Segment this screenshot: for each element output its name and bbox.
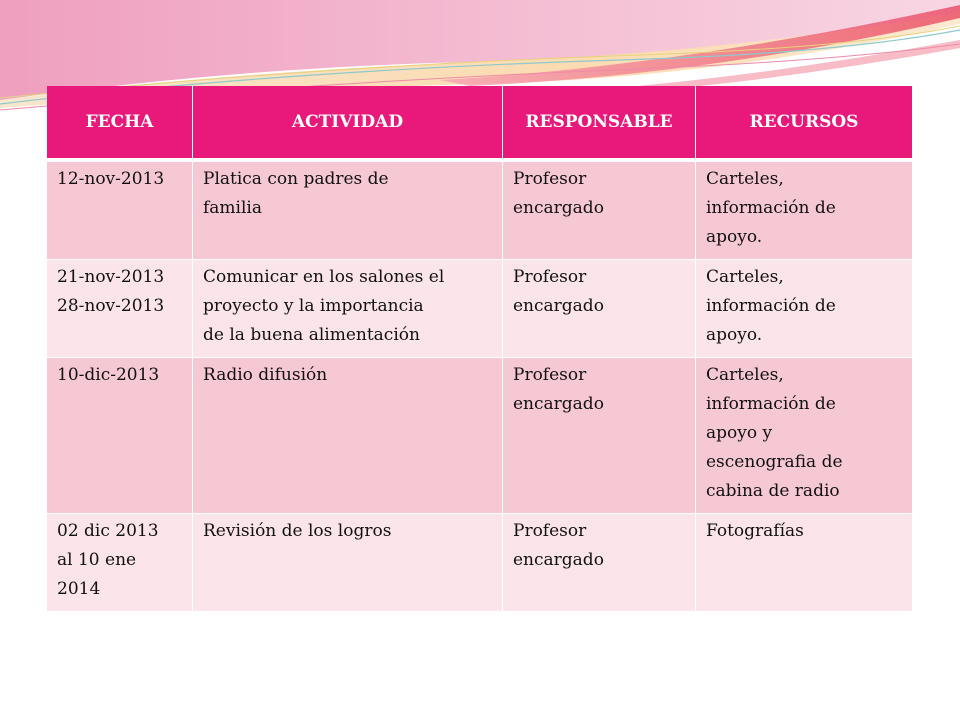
table-row (47, 513, 912, 611)
cell-text: Carteles, información de apoyo. (706, 267, 836, 345)
cell-responsable (502, 357, 695, 513)
cell-text: 12-nov-2013 (57, 169, 165, 189)
cell-actividad (192, 259, 502, 357)
cell-fecha (47, 513, 192, 611)
cell-recursos (695, 513, 912, 611)
cell-responsable (502, 513, 695, 611)
header-actividad: ACTIVIDAD (192, 86, 502, 161)
cell-text: Revisión de los logros (203, 521, 392, 541)
cell-responsable (502, 161, 695, 259)
cell-actividad (192, 357, 502, 513)
cell-fecha (47, 357, 192, 513)
cell-actividad (192, 513, 502, 611)
cell-recursos (695, 161, 912, 259)
cell-fecha (47, 161, 192, 259)
cell-responsable (502, 259, 695, 357)
table-row (47, 161, 912, 259)
activity-schedule-table (47, 86, 912, 611)
table-row (47, 259, 912, 357)
cell-text: Profesor encargado (513, 521, 604, 570)
header-recursos: RECURSOS (695, 86, 912, 161)
table-row (47, 357, 912, 513)
cell-actividad (192, 161, 502, 259)
cell-text: Profesor encargado (513, 267, 604, 316)
cell-text: Comunicar en los salones el proyecto y la importancia de la buena alimentación (203, 267, 445, 345)
header-fecha: FECHA (47, 86, 192, 161)
cell-text: Profesor encargado (513, 169, 604, 218)
cell-recursos (695, 357, 912, 513)
cell-text: Carteles, información de apoyo. (706, 169, 836, 247)
cell-text: 10-dic-2013 (57, 365, 160, 385)
cell-text: Fotografías (706, 521, 804, 541)
header-responsable: RESPONSABLE (502, 86, 695, 161)
cell-text: Radio difusión (203, 365, 328, 385)
cell-recursos (695, 259, 912, 357)
cell-text: 21-nov-2013 28-nov-2013 (57, 267, 165, 316)
cell-text: Platica con padres de familia (203, 169, 389, 218)
cell-fecha (47, 259, 192, 357)
table-header-row (47, 86, 912, 161)
cell-text: Carteles, información de apoyo y escenografia de cabina de radio (706, 365, 843, 501)
cell-text: Profesor encargado (513, 365, 604, 414)
cell-text: 02 dic 2013 al 10 ene 2014 (57, 521, 159, 599)
